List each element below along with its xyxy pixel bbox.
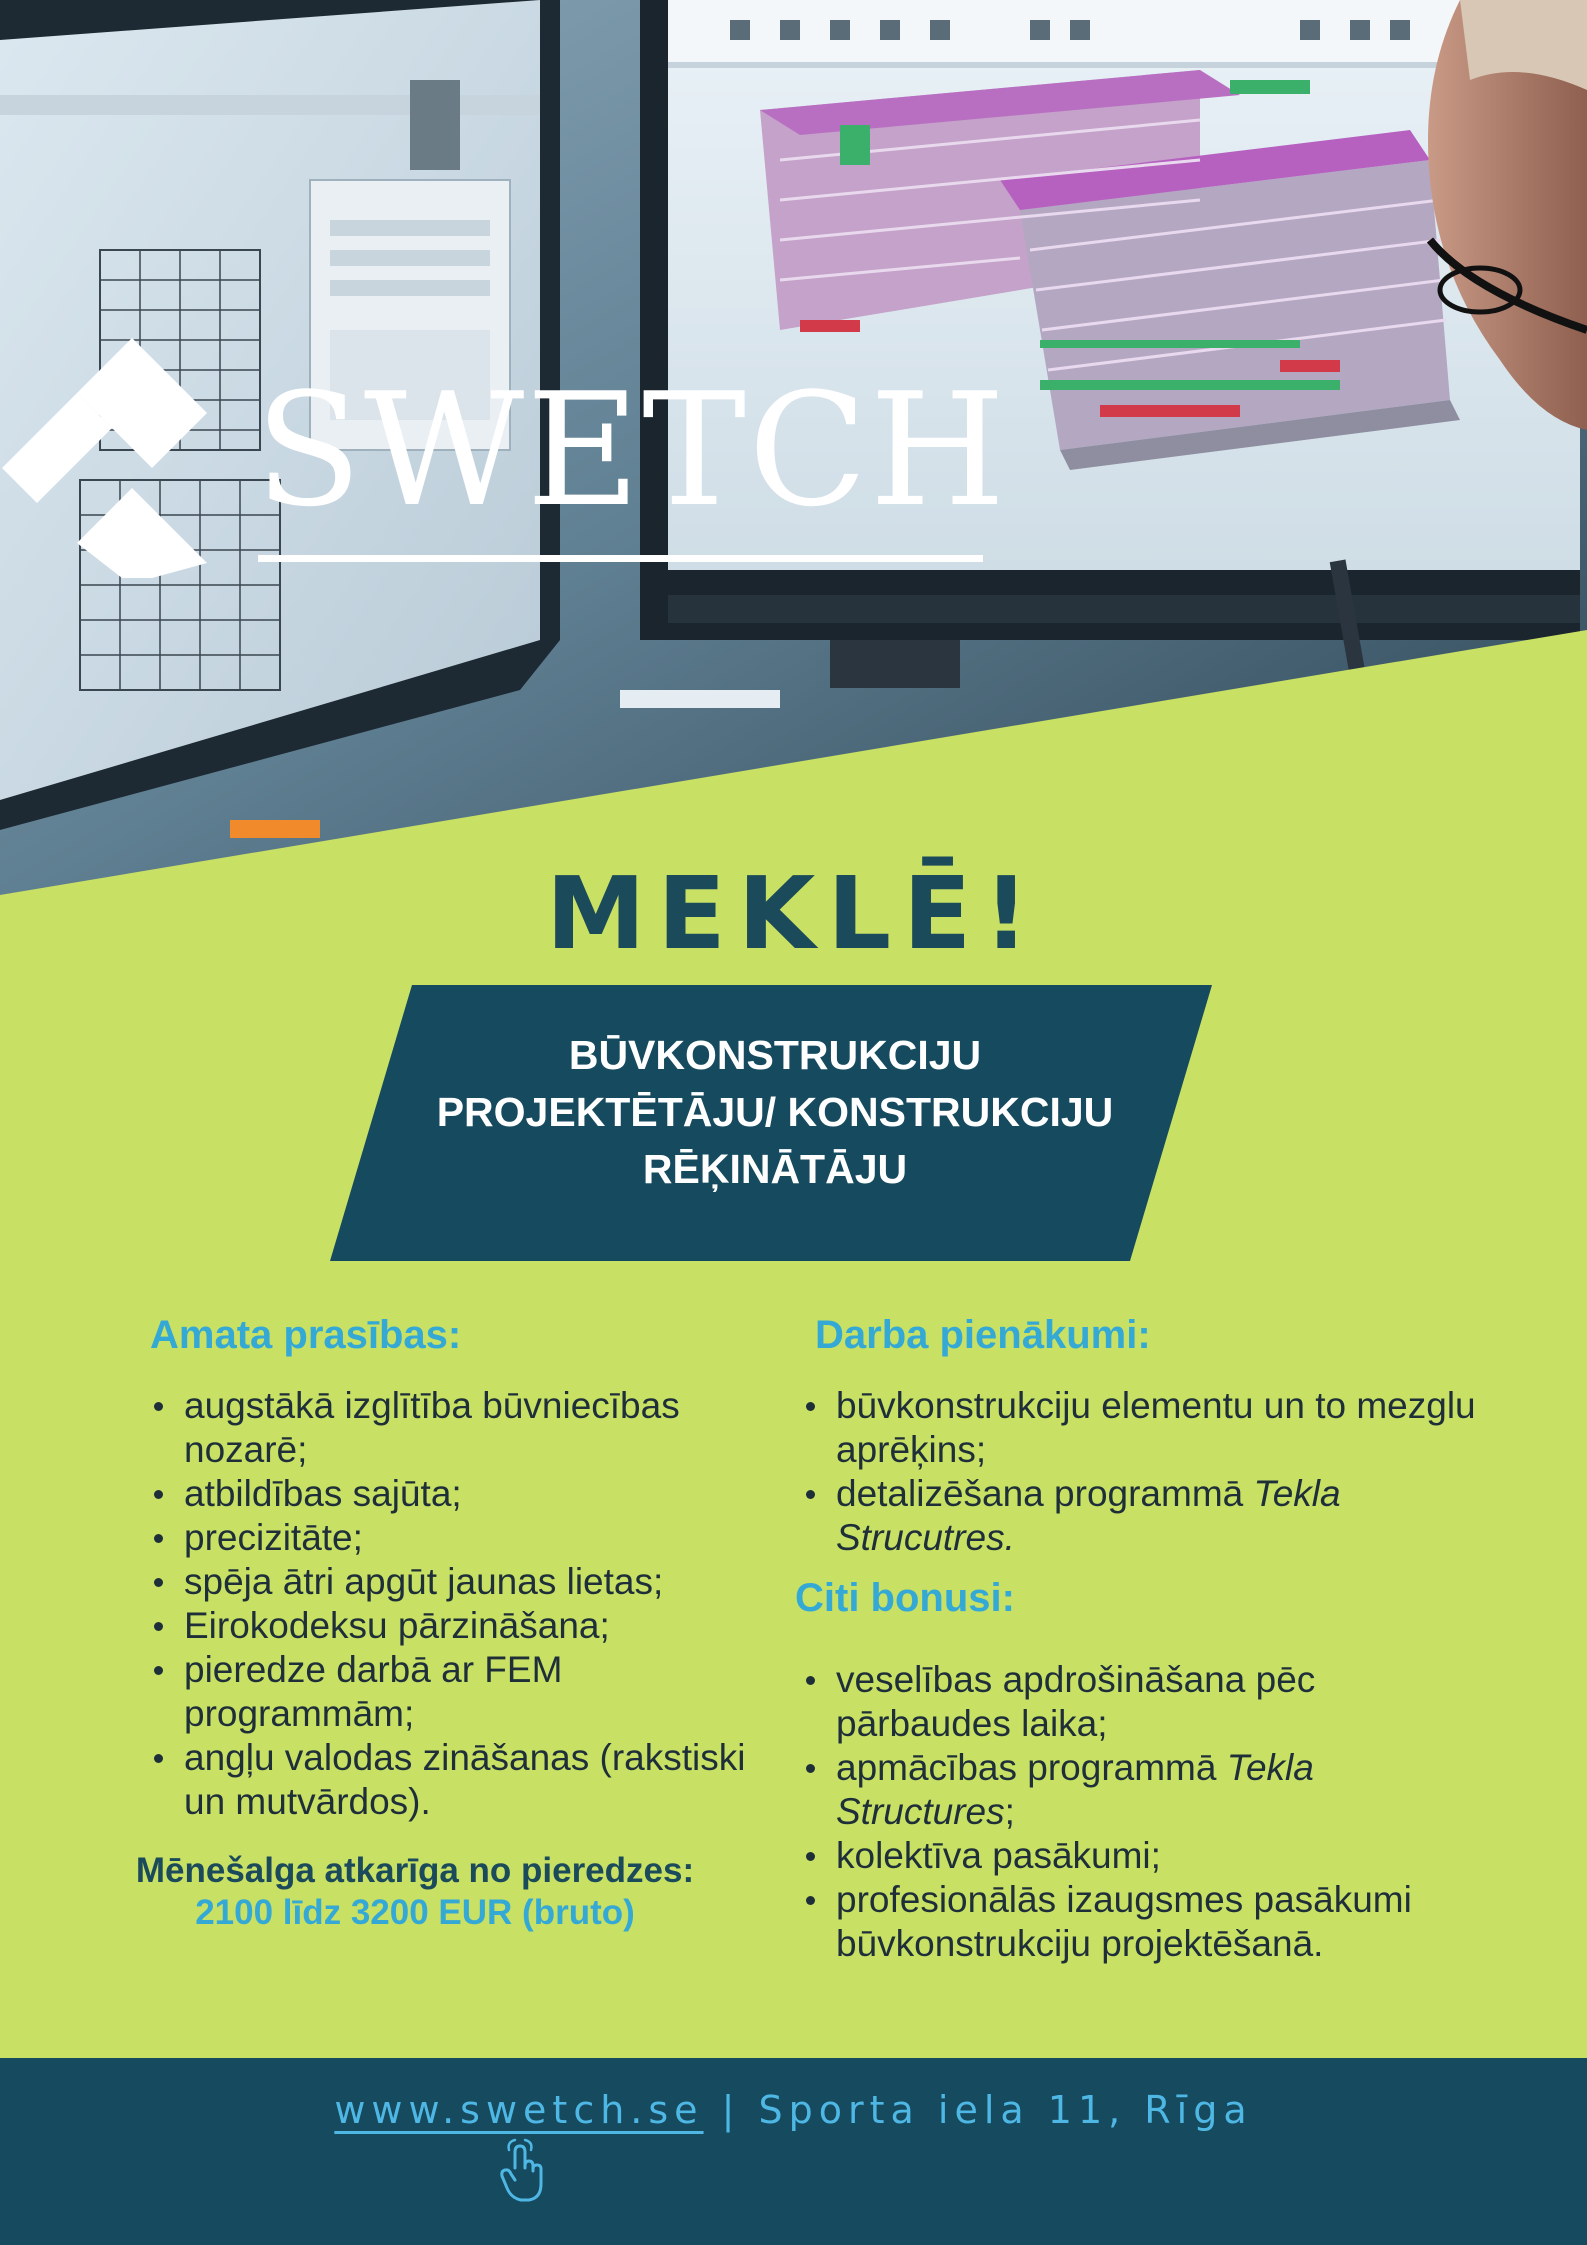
position-title-line: BŪVKONSTRUKCIJU [568, 1032, 982, 1078]
footer-contact [0, 2088, 1587, 2132]
list-item: augstākā izglītība būvniecības nozarē; [148, 1384, 788, 1472]
list-item: Eirokodeksu pārzināšana; [148, 1604, 788, 1648]
bonuses-list [800, 1658, 1500, 1966]
list-item: atbildības sajūta; [148, 1472, 788, 1516]
duties-heading: Darba pienākumi: [815, 1313, 1151, 1357]
list-item [800, 1472, 1480, 1560]
software-name: Tekla Strucutres. [836, 1473, 1341, 1558]
list-item-punct: ; [1004, 1791, 1015, 1832]
footer-separator: | [703, 2088, 759, 2132]
list-item-text: detalizēšana programmā [836, 1473, 1254, 1514]
position-title [390, 1027, 1160, 1198]
footer [0, 2058, 1587, 2245]
list-item: precizitāte; [148, 1516, 788, 1560]
position-title-line: RĒĶINĀTĀJU [642, 1146, 908, 1192]
logo-underline [258, 555, 983, 562]
salary-range: 2100 līdz 3200 EUR (bruto) [195, 1893, 635, 1932]
list-item: pieredze darbā ar FEM programmām; [148, 1648, 788, 1736]
requirements-heading: Amata prasības: [150, 1313, 462, 1357]
logo-wordmark: SWETCH [255, 359, 1008, 541]
list-item: spēja ātri apgūt jaunas lietas; [148, 1560, 788, 1604]
duties-list [800, 1384, 1480, 1560]
headline: MEKLĒ! [546, 855, 1041, 972]
list-item: angļu valodas zināšanas (rakstiski un mutvārdos). [148, 1736, 788, 1824]
bonuses-heading: Citi bonusi: [795, 1576, 1015, 1620]
requirements-list [148, 1384, 788, 1824]
list-item [800, 1746, 1500, 1834]
salary-label: Mēnešalga atkarīga no pieredzes: [135, 1851, 695, 1890]
list-item: profesionālās izaugsmes pasākumi būvkonstrukciju projektēšanā. [800, 1878, 1500, 1966]
salary [60, 1850, 770, 1934]
list-item-text: apmācības programmā [836, 1747, 1227, 1788]
diamond-tiles-icon [2, 338, 232, 578]
position-title-line: PROJEKTĒTĀJU/ KONSTRUKCIJU [436, 1089, 1114, 1135]
footer-address: Sporta iela 11, Rīga [758, 2088, 1253, 2132]
hand-pointer-icon [497, 2138, 547, 2204]
list-item: veselības apdrošināšana pēc pārbaudes laika; [800, 1658, 1500, 1746]
list-item: kolektīva pasākumi; [800, 1834, 1500, 1878]
software-name: Tekla Structures [836, 1747, 1314, 1832]
website-link[interactable]: www.swetch.se [334, 2088, 704, 2132]
list-item: būvkonstrukciju elementu un to mezglu aprēķins; [800, 1384, 1480, 1472]
